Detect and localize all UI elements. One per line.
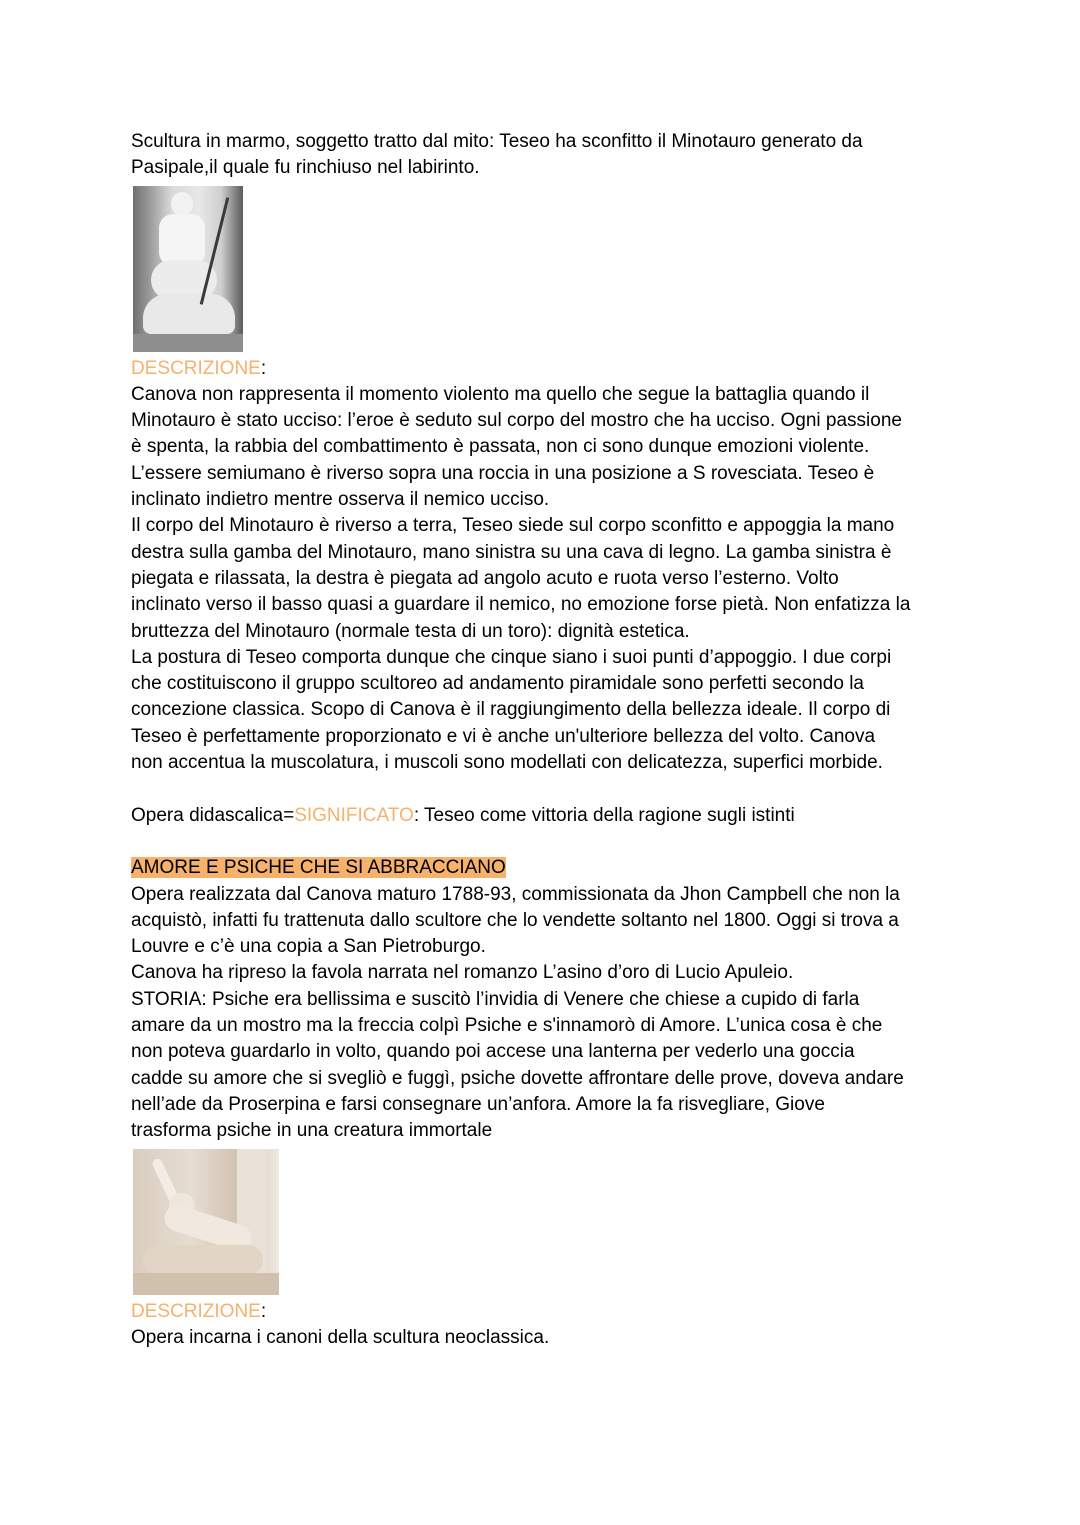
description-line: Opera incarna i canoni della scultura neoclassica. bbox=[131, 1326, 550, 1348]
section-line: Louvre e c’è una copia a San Pietroburgo. bbox=[131, 936, 486, 958]
description-line: non accentua la muscolatura, i muscoli sono modellati con delicatezza, superfici morbide. bbox=[131, 752, 883, 774]
meaning-line bbox=[131, 803, 961, 829]
description-line: concezione classica. Scopo di Canova è il raggiungimento della bellezza ideale. Il corpo di bbox=[131, 699, 891, 721]
descrizione-heading bbox=[131, 356, 961, 382]
description-line: è spenta, la rabbia del combattimento è passata, non ci sono dunque emozioni violente. bbox=[131, 436, 870, 458]
descrizione-heading bbox=[131, 1299, 961, 1325]
document-page bbox=[131, 129, 961, 1351]
section-line: STORIA: Psiche era bellissima e suscitò l’invidia di Venere che chiese a cupido di farla bbox=[131, 988, 860, 1010]
description-line: bruttezza del Minotauro (normale testa di un toro): dignità estetica. bbox=[131, 620, 690, 642]
section-heading bbox=[131, 855, 961, 881]
meaning-prefix: Opera didascalica= bbox=[131, 804, 295, 826]
section-line: trasforma psiche in una creatura immortale bbox=[131, 1120, 493, 1142]
description-line: Teseo è perfettamente proporzionato e vi è anche un'ulteriore bellezza del volto. Canova bbox=[131, 725, 876, 747]
descrizione-label: DESCRIZIONE bbox=[131, 1300, 261, 1322]
description-line: Canova non rappresenta il momento violento ma quello che segue la battaglia quando il bbox=[131, 383, 870, 405]
description-line: Il corpo del Minotauro è riverso a terra, Teseo siede sul corpo sconfitto e appoggia la mano bbox=[131, 515, 895, 537]
description-line: L’essere semiumano è riverso sopra una roccia in una posizione a S rovesciata. Teseo è bbox=[131, 462, 875, 484]
description-line: inclinato indietro mentre osserva il nemico ucciso. bbox=[131, 489, 550, 511]
amore-psiche-heading: AMORE E PSICHE CHE SI ABBRACCIANO bbox=[131, 857, 506, 879]
section-line: Canova ha ripreso la favola narrata nel romanzo L’asino d’oro di Lucio Apuleio. bbox=[131, 962, 794, 984]
teseo-sculpture-image bbox=[133, 186, 243, 352]
description-line: piegata e rilassata, la destra è piegata ad angolo acuto e ruota verso l’esterno. Volto bbox=[131, 567, 839, 589]
section-line: amare da un mostro ma la freccia colpì Psiche e s'innamorò di Amore. L’unica cosa è che bbox=[131, 1015, 883, 1037]
description-line: La postura di Teseo comporta dunque che cinque siano i suoi punti d’appoggio. I due corpi bbox=[131, 646, 892, 668]
description-line: che costituiscono il gruppo scultoreo ad andamento piramidale sono perfetti secondo la bbox=[131, 673, 865, 695]
descrizione-label: DESCRIZIONE bbox=[131, 357, 261, 379]
description-line: inclinato verso il basso quasi a guardare il nemico, no emozione forse pietà. Non enfatizza la bbox=[131, 594, 911, 616]
section-line: Opera realizzata dal Canova maturo 1788-93, commissionata da Jhon Campbell che non la bbox=[131, 883, 900, 905]
description-line: Minotauro è stato ucciso: l’eroe è seduto sul corpo del mostro che ha ucciso. Ogni passione bbox=[131, 410, 902, 432]
section-line: non poteva guardarlo in volto, quando poi accese una lanterna per vederlo una goccia bbox=[131, 1041, 855, 1063]
meaning-suffix: : Teseo come vittoria della ragione sugli istinti bbox=[413, 804, 795, 826]
significato-label: SIGNIFICATO bbox=[294, 804, 414, 826]
section-line: cadde su amore che si svegliò e fuggì, psiche dovette affrontare delle prove, doveva andare bbox=[131, 1067, 904, 1089]
description-line: destra sulla gamba del Minotauro, mano sinistra su una cava di legno. La gamba sinistra è bbox=[131, 541, 892, 563]
descrizione-colon: : bbox=[260, 1300, 267, 1322]
blank-line bbox=[131, 829, 961, 855]
intro-line: Pasipale,il quale fu rinchiuso nel labirinto. bbox=[131, 157, 480, 179]
section-line: acquistò, infatti fu trattenuta dallo scultore che lo vendette soltanto nel 1800. Oggi si trova a bbox=[131, 909, 899, 931]
blank-line bbox=[131, 776, 961, 802]
amore-psiche-sculpture-image bbox=[133, 1149, 279, 1295]
section-line: nell’ade da Proserpina e farsi consegnare un’anfora. Amore la fa risvegliare, Giove bbox=[131, 1093, 825, 1115]
descrizione-colon: : bbox=[260, 357, 267, 379]
intro-line: Scultura in marmo, soggetto tratto dal mito: Teseo ha sconfitto il Minotauro generato da bbox=[131, 131, 863, 152]
